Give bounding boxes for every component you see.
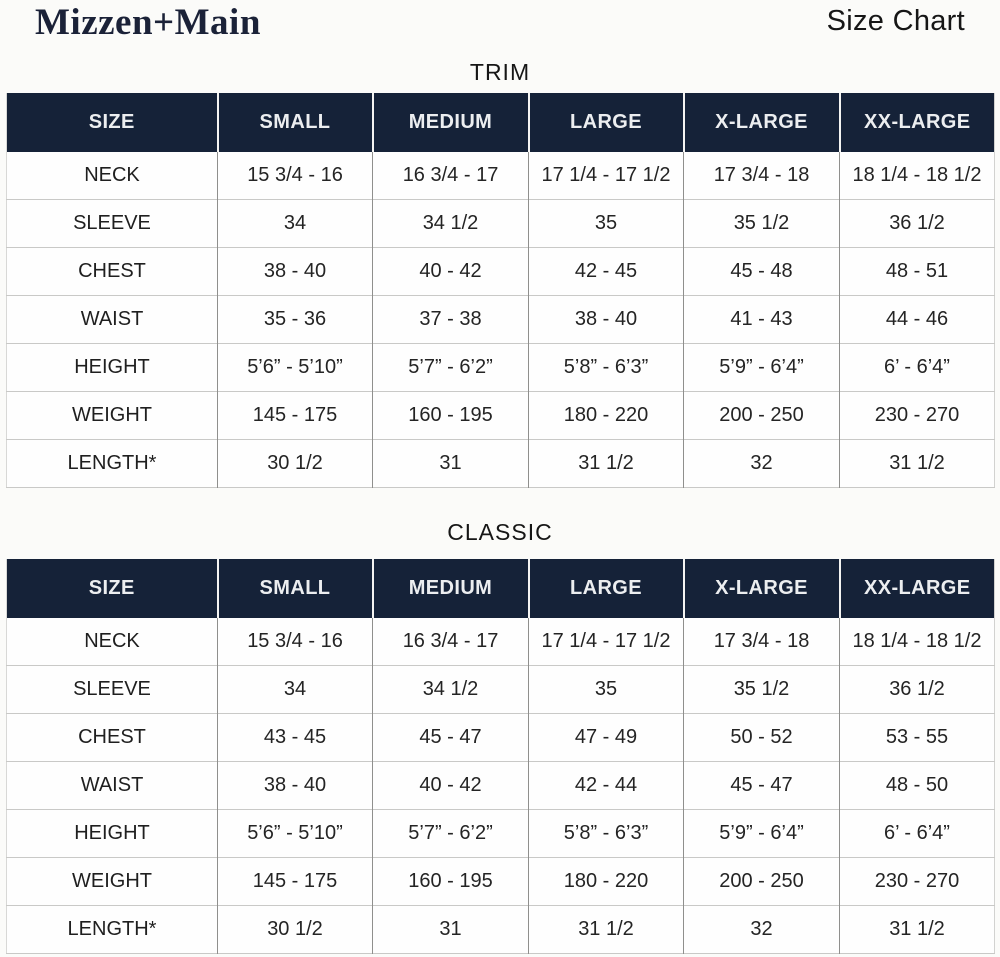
measurement-cell: 31: [373, 906, 529, 954]
measurement-cell: 145 - 175: [218, 392, 373, 440]
measurement-cell: 16 3/4 - 17: [373, 152, 529, 200]
measurement-cell: 18 1/4 - 18 1/2: [840, 152, 995, 200]
measurement-row: [7, 666, 995, 714]
measurement-cell: 200 - 250: [684, 858, 840, 906]
measurement-cell: 30 1/2: [218, 906, 373, 954]
size-column-header: X-LARGE: [684, 559, 840, 618]
measurement-row-label: NECK: [7, 618, 218, 666]
measurement-row-label: LENGTH*: [7, 440, 218, 488]
measurement-cell: 31 1/2: [840, 906, 995, 954]
measurement-cell: 30 1/2: [218, 440, 373, 488]
trim-size-table: [6, 93, 995, 488]
measurement-cell: 32: [684, 440, 840, 488]
measurement-row-label: LENGTH*: [7, 906, 218, 954]
measurement-row-label: HEIGHT: [7, 344, 218, 392]
measurement-cell: 38 - 40: [218, 248, 373, 296]
size-column-header: SMALL: [218, 93, 373, 152]
measurement-cell: 31 1/2: [840, 440, 995, 488]
page-title: Size Chart: [826, 5, 965, 37]
measurement-cell: 160 - 195: [373, 858, 529, 906]
size-label-header: SIZE: [7, 93, 218, 152]
measurement-cell: 43 - 45: [218, 714, 373, 762]
measurement-row: [7, 392, 995, 440]
measurement-row-label: WEIGHT: [7, 858, 218, 906]
measurement-row-label: WAIST: [7, 296, 218, 344]
measurement-cell: 47 - 49: [529, 714, 684, 762]
classic-size-table: [6, 559, 995, 954]
measurement-cell: 5’7” - 6’2”: [373, 344, 529, 392]
measurement-cell: 45 - 47: [373, 714, 529, 762]
brand-logo: Mizzen+Main: [35, 2, 261, 43]
measurement-row: [7, 152, 995, 200]
size-label-header: SIZE: [7, 559, 218, 618]
measurement-cell: 31 1/2: [529, 906, 684, 954]
measurement-cell: 35 1/2: [684, 666, 840, 714]
measurement-cell: 145 - 175: [218, 858, 373, 906]
measurement-row-label: WEIGHT: [7, 392, 218, 440]
measurement-row-label: SLEEVE: [7, 200, 218, 248]
measurement-cell: 6’ - 6’4”: [840, 810, 995, 858]
size-table-header-row: [7, 559, 995, 618]
size-column-header: MEDIUM: [373, 93, 529, 152]
size-column-header: X-LARGE: [684, 93, 840, 152]
size-column-header: SMALL: [218, 559, 373, 618]
measurement-cell: 5’7” - 6’2”: [373, 810, 529, 858]
measurement-cell: 5’6” - 5’10”: [218, 810, 373, 858]
measurement-row-label: NECK: [7, 152, 218, 200]
measurement-cell: 34: [218, 200, 373, 248]
measurement-cell: 44 - 46: [840, 296, 995, 344]
size-table-header-row: [7, 93, 995, 152]
measurement-cell: 35 - 36: [218, 296, 373, 344]
measurement-cell: 37 - 38: [373, 296, 529, 344]
measurement-cell: 48 - 51: [840, 248, 995, 296]
measurement-row: [7, 440, 995, 488]
measurement-cell: 35: [529, 200, 684, 248]
measurement-row: [7, 618, 995, 666]
measurement-cell: 5’8” - 6’3”: [529, 810, 684, 858]
measurement-cell: 50 - 52: [684, 714, 840, 762]
measurement-cell: 160 - 195: [373, 392, 529, 440]
measurement-cell: 16 3/4 - 17: [373, 618, 529, 666]
size-column-header: LARGE: [529, 559, 684, 618]
measurement-cell: 5’9” - 6’4”: [684, 344, 840, 392]
measurement-cell: 230 - 270: [840, 858, 995, 906]
measurement-cell: 41 - 43: [684, 296, 840, 344]
size-column-header: XX-LARGE: [840, 559, 995, 618]
page-header: [0, 0, 1000, 50]
measurement-cell: 38 - 40: [529, 296, 684, 344]
measurement-cell: 35: [529, 666, 684, 714]
measurement-cell: 15 3/4 - 16: [218, 618, 373, 666]
measurement-cell: 40 - 42: [373, 248, 529, 296]
measurement-row: [7, 906, 995, 954]
measurement-row: [7, 810, 995, 858]
measurement-row: [7, 296, 995, 344]
measurement-cell: 38 - 40: [218, 762, 373, 810]
measurement-cell: 180 - 220: [529, 858, 684, 906]
measurement-cell: 18 1/4 - 18 1/2: [840, 618, 995, 666]
measurement-row-label: CHEST: [7, 714, 218, 762]
measurement-cell: 17 3/4 - 18: [684, 152, 840, 200]
measurement-row: [7, 248, 995, 296]
measurement-cell: 200 - 250: [684, 392, 840, 440]
measurement-row-label: HEIGHT: [7, 810, 218, 858]
measurement-cell: 45 - 47: [684, 762, 840, 810]
measurement-row-label: CHEST: [7, 248, 218, 296]
measurement-cell: 34: [218, 666, 373, 714]
measurement-row: [7, 762, 995, 810]
section-title-trim: TRIM: [469, 59, 531, 85]
size-column-header: MEDIUM: [373, 559, 529, 618]
measurement-cell: 31 1/2: [529, 440, 684, 488]
measurement-cell: 42 - 45: [529, 248, 684, 296]
size-column-header: XX-LARGE: [840, 93, 995, 152]
measurement-cell: 32: [684, 906, 840, 954]
measurement-row: [7, 858, 995, 906]
section-title-classic: CLASSIC: [447, 519, 553, 545]
measurement-cell: 5’6” - 5’10”: [218, 344, 373, 392]
size-column-header: LARGE: [529, 93, 684, 152]
measurement-cell: 31: [373, 440, 529, 488]
measurement-cell: 34 1/2: [373, 666, 529, 714]
measurement-cell: 5’9” - 6’4”: [684, 810, 840, 858]
measurement-cell: 230 - 270: [840, 392, 995, 440]
measurement-row-label: WAIST: [7, 762, 218, 810]
measurement-cell: 17 1/4 - 17 1/2: [529, 618, 684, 666]
measurement-row-label: SLEEVE: [7, 666, 218, 714]
measurement-row: [7, 714, 995, 762]
measurement-cell: 6’ - 6’4”: [840, 344, 995, 392]
measurement-cell: 36 1/2: [840, 200, 995, 248]
measurement-cell: 5’8” - 6’3”: [529, 344, 684, 392]
measurement-cell: 35 1/2: [684, 200, 840, 248]
measurement-cell: 15 3/4 - 16: [218, 152, 373, 200]
measurement-cell: 48 - 50: [840, 762, 995, 810]
measurement-cell: 17 3/4 - 18: [684, 618, 840, 666]
measurement-row: [7, 344, 995, 392]
measurement-cell: 36 1/2: [840, 666, 995, 714]
measurement-row: [7, 200, 995, 248]
measurement-cell: 53 - 55: [840, 714, 995, 762]
measurement-cell: 17 1/4 - 17 1/2: [529, 152, 684, 200]
measurement-cell: 40 - 42: [373, 762, 529, 810]
measurement-cell: 180 - 220: [529, 392, 684, 440]
measurement-cell: 45 - 48: [684, 248, 840, 296]
measurement-cell: 34 1/2: [373, 200, 529, 248]
measurement-cell: 42 - 44: [529, 762, 684, 810]
